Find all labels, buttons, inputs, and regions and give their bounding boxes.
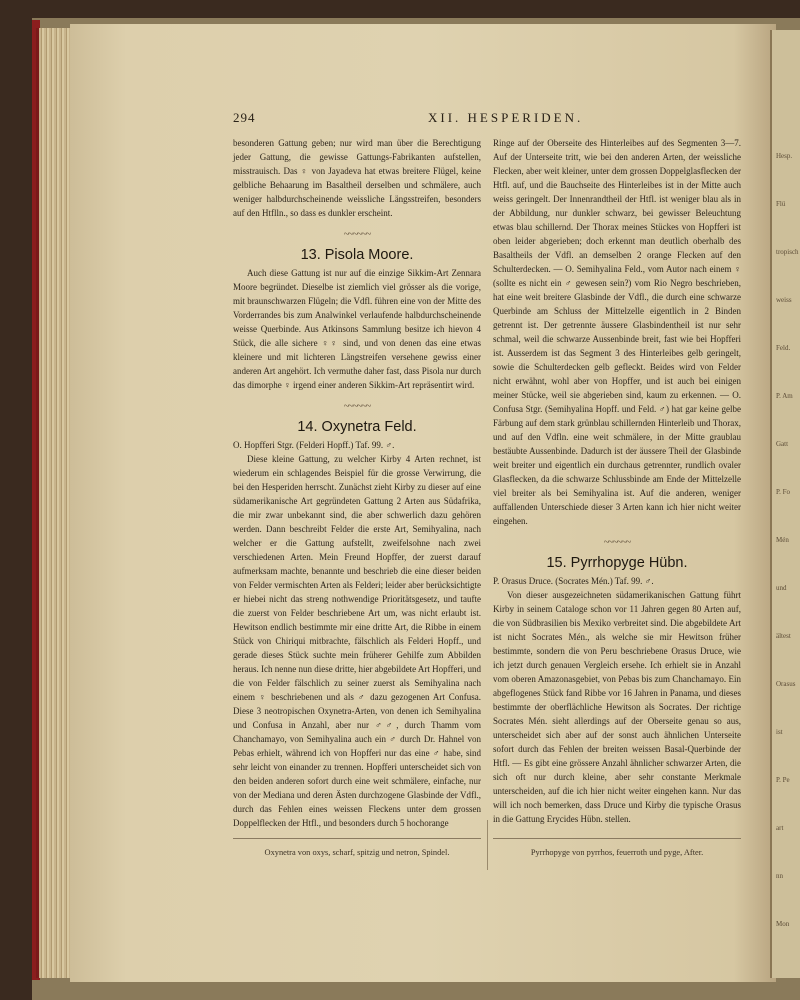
paragraph: besonderen Gattung geben; nur wird man über die Berechtigung jeder Gattung, die gewisse Gattungs-Fabrikanten aufstellen, misstrauisch. Das ♀ von Jayadeva hat etwas breitere Flügel, keine gelbliche Behaarung im Basaltheil derselben und schmälere, auch weniger halbdurchscheinende weissliche Längsstreifen, besonders auf den Htflln., so dass es dunkler erscheint. bbox=[233, 138, 481, 218]
footnote: Pyrrhopyge von pyrrhos, feuerroth und pyge, After. bbox=[530, 848, 704, 857]
facing-page-text-fragment: Gatt bbox=[776, 440, 789, 448]
facing-page-text-fragment: P. Am bbox=[776, 392, 793, 400]
paragraph: Diese kleine Gattung, zu welcher Kirby 4 Arten rechnet, ist wiederum ein schlagendes Beispiel für die grosse Verwirrung, die bei den Hesperiden herrscht. Zunächst zieht Kirby zu dieser auf eine südamerikanische Art gegründeten Gattung 2 Arten aus Südafrika, die mir zwar unbekannt sind, die aber schwerlich dazu gehören werden. Dann beschreibt Felder die erste Art, Semihyalina, nach welcher er die Gattung aufstellt, zweifelsohne nach zwei verschiedenen Arten. Mein Freund Hopffer, der zuerst darauf aufmerksam machte, benannte und beschrieb die eine dieser beiden von Felder vermischten Arten als Felderi; leider aber berücksichtigte er hiebei nicht das streng nothwendige Prioritätsgesetz, und taufte die zuerst von Felder beschriebene Art um, was nicht erlaubt ist. Hewitson endlich bestimmte mir eine dritte Art, die Ribbe in einem Stück von Chiriqui mitbrachte, fälschlich als Felderi Hopff., und gerade dieses Stück suchte mein früherer Gehilfe zum Abbilden heraus. Ich nenne nun diese dritte, hier abgebildete Art Hopfferi, und die von Felder fälschlich zu seiner zuerst als Semihyalina nach einem ♀ beschriebenen und als ♂ dazu gezogenen Art Confusa. Diese 3 neotropischen Oxynetra-Arten, von denen ich Semihyalina und Confusa in Anzahl, aber nur ♂♂, durch Thamm vom Chanchamayo, von Semihyalina auch ein ♂ durch Dr. Hahnel von Pebas erhielt, während ich von Hopfferi nur das eine ♂ habe, sind sehr leicht von einander zu trennen. Hopfferi unterscheidet sich von den beiden anderen sofort durch eine weit schmälere, einfache, nur von der Mediana und deren Ästen durchzogene Glasbinde der Vdfl., durch das Fehlen eines weissen Fleckens unter dem grossen Doppelflecken der Htfl., und besonders durch 5 hochorange bbox=[233, 454, 482, 828]
facing-page-text-fragment: Mén bbox=[776, 536, 789, 544]
page-header bbox=[233, 110, 741, 130]
footnote: Oxynetra von oxys, scharf, spitzig und netron, Spindel. bbox=[264, 848, 450, 857]
facing-page-text-fragment: weiss bbox=[776, 296, 792, 304]
section-heading: 14. Oxynetra Feld. bbox=[297, 419, 417, 435]
facing-page-text-fragment: ist bbox=[776, 728, 783, 736]
column-divider bbox=[487, 820, 488, 870]
footnote-rule bbox=[233, 838, 481, 839]
facing-page-text-fragment: art bbox=[776, 824, 784, 832]
paragraph: Auch diese Gattung ist nur auf die einzige Sikkim-Art Zennara Moore begründet. Dieselbe ist ziemlich viel grösser als die vorige, mit braunschwarzen Flügeln; die Vdfl. führen eine von der Mitte des Vorderrandes bis zum Analwinkel verlaufende halbdurchscheinende weisse Querbinde. Aus Atkinsons Sammlung besitze ich hievon 4 Stück, die alle sichere ♀♀ sind, und von denen das eine etwas kleinere und mit lichteren Längstreifen versehene gewiss einer anderen Art angehört. Ich vermuthe daher fast, dass Pisola nur durch das dimorphe ♀ irgend einer anderen Sikkim-Art repräsentirt wird. bbox=[233, 268, 481, 390]
page-edges bbox=[36, 28, 73, 978]
facing-page-text-fragment: Hesp. bbox=[776, 152, 793, 160]
facing-page-text-fragment: P. Pe bbox=[776, 776, 790, 784]
left-column bbox=[233, 136, 481, 830]
facing-page-text-fragment: Orasus bbox=[776, 680, 796, 688]
facing-page-text-fragment: nn bbox=[776, 872, 783, 880]
facing-page-text-fragment: Mon bbox=[776, 920, 790, 928]
facing-page-fragment bbox=[770, 30, 800, 978]
facing-page-text-fragment: tropisch bbox=[776, 248, 799, 256]
page-number: 294 bbox=[233, 110, 256, 125]
facing-page-text-fragment: P. Fo bbox=[776, 488, 791, 496]
ornament-divider: ~~~~~~ bbox=[603, 537, 631, 548]
paragraph: Von dieser ausgezeichneten südamerikanischen Gattung führt Kirby in seinem Cataloge schon vor 11 Jahren gegen 80 Arten auf, die von Südbrasilien bis Mexiko verbreitet sind. Die abgebildete Art ist nicht Socrates Mén., als welche sie mir Hewitson früher bestimmte, sondern die von Peru beschriebene Orasus Druce, wie ich jetzt durch genauen Vergleich ersehe. Ich erhielt sie in Anzahl vom oberen Amazonasgebiet, von Pebas bis zum Chanchamayo. Ein abgeflogenes Stück fand Ribbe vor 16 Jahren in Panama, und dieses bestimmte der oberflächliche Hewitson als Socrates. Der richtige Socrates Mén. sieht allerdings auf der Oberseite genau so aus, unterscheidet sich aber auf der sonst auch ähnlichen Unterseite sofort durch das Fehlen der breiten weissen Basal-Querbinde der Htfl. — Es gibt eine grössere Anzahl ähnlicher schwarzer Arten, die sich oft nur durch kleine, aber sehr constante Merkmale unterscheiden, auf die ich hier nicht weiter eingehen kann. Nur das will ich noch bemerken, dass Druce und Kirby die typische Orasus in die Gattung Erycides Hübn. stellen. bbox=[493, 590, 741, 824]
section-heading: 13. Pisola Moore. bbox=[300, 247, 414, 263]
ornament-divider: ~~~~~~ bbox=[343, 229, 371, 240]
footnote-rule bbox=[493, 838, 741, 839]
paragraph: Ringe auf der Oberseite des Hinterleibes auf des Segmenten 3—7. Auf der Unterseite tritt, wie bei den anderen Arten, der weissliche Flecken, aber weit kleiner, unter dem grossen Doppelglasflecken der Htfl. auf, und die Bauchseite des Hinterleibes ist in der Mitte auch weiss geringelt. Der Innenrandtheil der Htfl. ist weniger blau als in der Abbildung, nur dunkler schwarz, bei gewisser Beleuchtung etwas blau schillernd. Der Thorax meines Stückes von Hopfferi ist oben leider abgerieben; doch erkennt man deutlich oberhalb des Basaltheils der Vdfl. an demselben 2 orange Flecken auf den Schulterdecken. — O. Semihyalina Feld., vom Autor nach einem ♀ (sollte es nicht ein ♂ gewesen sein?) vom Rio Negro beschrieben, hat eine weit breitere Glasbinde der Vdfl., die durch eine schwarze Querbinde am Schluss der Mittelzelle eigentlich in 2 Binden getrennt ist. Der getrennte äussere Glasbindentheil ist nur sehr schmal, weil die schwarze Aussenbinde breit, fast wie bei Hopfferi ist. Ausserdem ist das Segment 3 des Hinterleibes gelb geringelt, sowie die Schulterdecken gelb gefleckt. Beides wird von Felder nicht erwähnt, wohl aber von Hopffer, und ist auch bei einigen meiner Stücke, weil sie abgerieben sind, kaum zu erkennen. — O. Confusa Stgr. (Semihyalina Hopff. und Feld. ♂) hat gar keine gelbe Färbung auf dem stark grünblau schillernden Hinterleib und Thorax, und auf den Vdfln. eine weit schmälere, in der Mitte graublau bestäubte Aussenbinde. Dadurch ist der äussere Theil der Glasbinde weit breiter und eigentlich ein durchaus getrennter, rundlich ovaler Glasflecken, da die schwarze Schlussbinde am Ende der Mittelzelle viel breiter als bei Semihyalina ist. Auf die anderen, weniger auffallenden Unterschiede dieser 3 Arten kann ich hier nicht weiter eingehen. bbox=[493, 138, 741, 526]
section-heading: 15. Pyrrhopyge Hübn. bbox=[546, 555, 688, 571]
ornament-divider: ~~~~~~ bbox=[343, 401, 371, 412]
facing-page-text-fragment: ältest bbox=[776, 632, 791, 640]
right-column bbox=[493, 136, 741, 826]
facing-page-text-fragment: Feld. bbox=[776, 344, 791, 352]
species-line: P. Orasus Druce. (Socrates Mén.) Taf. 99. ♂. bbox=[493, 576, 654, 586]
facing-page-text-fragment: Flü bbox=[776, 200, 786, 208]
facing-page-text-fragment: und bbox=[776, 584, 787, 592]
running-title: XII. HESPERIDEN. bbox=[428, 110, 584, 125]
species-line: O. Hopfferi Stgr. (Felderi Hopff.) Taf. 99. ♂. bbox=[233, 440, 395, 450]
